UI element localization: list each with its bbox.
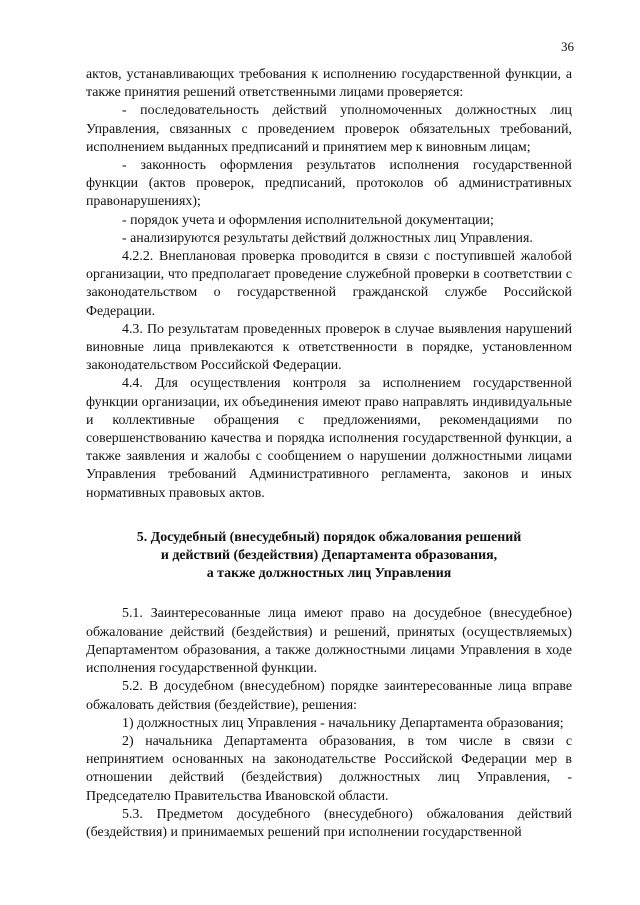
- section-heading-line-1: 5. Досудебный (внесудебный) порядок обжалования решений: [136, 529, 522, 545]
- paragraph-block-section-4: [86, 66, 572, 503]
- paragraph-block-section-5: [86, 605, 572, 842]
- document-body: [86, 66, 572, 842]
- section-heading-line-3: а также должностных лиц Управления: [206, 566, 452, 582]
- paragraph: 5.1. Заинтересованные лица имеют право на досудебное (внесудебное) обжалование действий (бездействия) и решений, принятых (осуществляемых) Департаментом образования, а также должностными лицами Управления в ходе исполнения государственной функции.: [86, 606, 572, 677]
- page-number: 36: [561, 39, 574, 54]
- paragraph: 2) начальника Департамента образования, в том числе в связи с непринятием основанных на законодательстве Российской Федерации мер в отношении действий (бездействия) должностных лиц Управления, - Председателю Правительства Ивановской области.: [86, 733, 572, 804]
- paragraph: - анализируются результаты действий должностных лиц Управления.: [122, 230, 533, 246]
- paragraph: актов, устанавливающих требования к исполнению государственной функции, а также принятия решений ответственными лицами проверяется:: [86, 67, 572, 101]
- paragraph: 4.4. Для осуществления контроля за исполнением государственной функции организации, их объединения имеют право направлять индивидуальные и коллективные обращения с предложениями, рекомендациями по совершенствованию качества и порядка исполнения государственной функции, а также заявления и жалобы с сообщением о нарушении должностными лицами Управления требований Административного регламента, законов и иных нормативных правовых актов.: [86, 376, 572, 501]
- section-heading-line-2: и действий (бездействия) Департамента образования,: [160, 548, 498, 564]
- paragraph: 1) должностных лиц Управления - начальнику Департамента образования;: [122, 715, 564, 731]
- paragraph: - последовательность действий уполномоченных должностных лиц Управления, связанных с проведением проверок обязательных требований, исполнением выданных предписаний и принятием мер к виновным лицам;: [86, 103, 572, 155]
- paragraph: 5.2. В досудебном (внесудебном) порядке заинтересованные лица вправе обжаловать действия (бездействие), решения:: [86, 679, 572, 713]
- paragraph: 4.2.2. Внеплановая проверка проводится в связи с поступившей жалобой организации, что предполагает проведение служебной проверки в соответствии с законодательством о государственной гражданской службе Российской Федерации.: [86, 249, 572, 319]
- paragraph: 4.3. По результатам проведенных проверок в случае выявления нарушений виновные лица привлекаются к ответственности в порядке, установленном законодательством Российской Федерации.: [86, 321, 572, 374]
- paragraph: - законность оформления результатов исполнения государственной функции (актов проверок, предписаний, протоколов об административных правонарушениях);: [86, 158, 572, 210]
- paragraph: 5.3. Предметом досудебного (внесудебного) обжалования действий (бездействия) и принимаемых решений при исполнении государственной: [86, 806, 572, 840]
- paragraph: - порядок учета и оформления исполнительной документации;: [122, 212, 494, 228]
- section-heading: [86, 529, 572, 584]
